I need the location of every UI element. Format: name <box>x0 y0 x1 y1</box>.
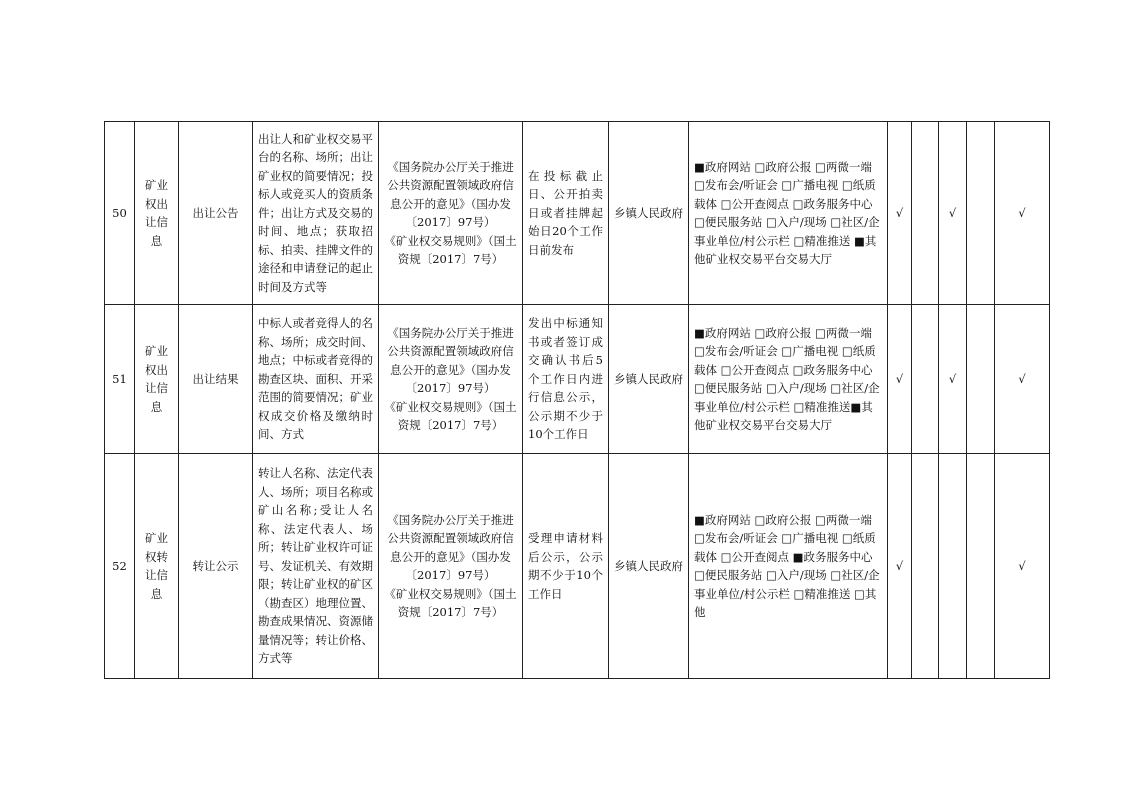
item-cell: 出让公告 <box>179 122 253 305</box>
basis-cell: 《国务院办公厅关于推进公共资源配置领域政府信息公开的意见》（国办发〔2017〕97号） 《矿业权交易规则》（国土资规〔2017〕7号） <box>379 305 523 454</box>
subject-cell: 乡镇人民政府 <box>609 305 689 454</box>
subject-cell: 乡镇人民政府 <box>609 122 689 305</box>
row-number: 52 <box>105 454 135 679</box>
check-mark-cell: √ <box>888 122 912 305</box>
table-row <box>105 305 1050 454</box>
content-cell: 中标人或者竞得人的名称、场所；成交时间、地点；中标或者竞得的勘查区块、面积、开采范围的简要情况；矿业权成交价格及缴纳时间、方式 <box>253 305 379 454</box>
basis-cell: 《国务院办公厅关于推进公共资源配置领域政府信息公开的意见》（国办发〔2017〕97号） 《矿业权交易规则》（国土资规〔2017〕7号） <box>379 454 523 679</box>
check-mark-cell: √ <box>939 305 967 454</box>
check-mark-cell <box>967 454 995 679</box>
check-mark-cell: √ <box>939 122 967 305</box>
check-mark-cell: √ <box>995 305 1050 454</box>
check-mark-cell: √ <box>995 454 1050 679</box>
channel-cell: ■政府网站 □政府公报 □两微一端 □发布会/听证会 □广播电视 □纸质载体 □公开查阅点 ■政务服务中心 □便民服务站 □入户/现场 □社区/企事业单位/村公示栏 □精准推送 □其他 <box>689 454 888 679</box>
table-row <box>105 122 1050 305</box>
table-row <box>105 454 1050 679</box>
basis-cell: 《国务院办公厅关于推进公共资源配置领域政府信息公开的意见》（国办发〔2017〕97号） 《矿业权交易规则》（国土资规〔2017〕7号） <box>379 122 523 305</box>
check-mark-cell: √ <box>888 454 912 679</box>
channel-cell: ■政府网站 □政府公报 □两微一端 □发布会/听证会 □广播电视 □纸质载体 □公开查阅点 □政务服务中心 □便民服务站 □入户/现场 □社区/企事业单位/村公示栏 □精准推送 ■其他矿业权交易平台交易大厅 <box>689 122 888 305</box>
check-mark-cell <box>939 454 967 679</box>
time-limit-cell: 受理申请材料后公示，公示期不少于10个工作日 <box>523 454 609 679</box>
check-mark-cell <box>912 305 939 454</box>
check-mark-cell <box>967 305 995 454</box>
channel-cell: ■政府网站 □政府公报 □两微一端 □发布会/听证会 □广播电视 □纸质载体 □公开查阅点 □政务服务中心 □便民服务站 □入户/现场 □社区/企事业单位/村公示栏 □精准推送■其他矿业权交易平台交易大厅 <box>689 305 888 454</box>
category-cell: 矿业 权出 让信 息 <box>135 305 179 454</box>
subject-cell: 乡镇人民政府 <box>609 454 689 679</box>
item-cell: 转让公示 <box>179 454 253 679</box>
content-cell: 转让人名称、法定代表人、场所；项目名称或矿山名称;受让人名称、法定代表人、场所；转让矿业权许可证号、发证机关、有效期限；转让矿业权的矿区（勘查区）地理位置、勘查成果情况、资源储量情况等；转让价格、方式等 <box>253 454 379 679</box>
check-mark-cell: √ <box>995 122 1050 305</box>
time-limit-cell: 在投标截止日、公开拍卖日或者挂牌起始日20个工作日前发布 <box>523 122 609 305</box>
check-mark-cell <box>912 454 939 679</box>
check-mark-cell <box>912 122 939 305</box>
category-cell: 矿业 权出 让信 息 <box>135 122 179 305</box>
row-number: 51 <box>105 305 135 454</box>
check-mark-cell <box>967 122 995 305</box>
item-cell: 出让结果 <box>179 305 253 454</box>
check-mark-cell: √ <box>888 305 912 454</box>
row-number: 50 <box>105 122 135 305</box>
time-limit-cell: 发出中标通知书或者签订成交确认书后5个工作日内进行信息公示，公示期不少于10个工作日 <box>523 305 609 454</box>
category-cell: 矿业 权转 让信 息 <box>135 454 179 679</box>
content-cell: 出让人和矿业权交易平台的名称、场所；出让矿业权的简要情况；投标人或竞买人的资质条件；出让方式及交易的时间、地点；获取招标、拍卖、挂牌文件的途径和申请登记的起止时间及方式等 <box>253 122 379 305</box>
disclosure-table <box>104 121 1050 679</box>
